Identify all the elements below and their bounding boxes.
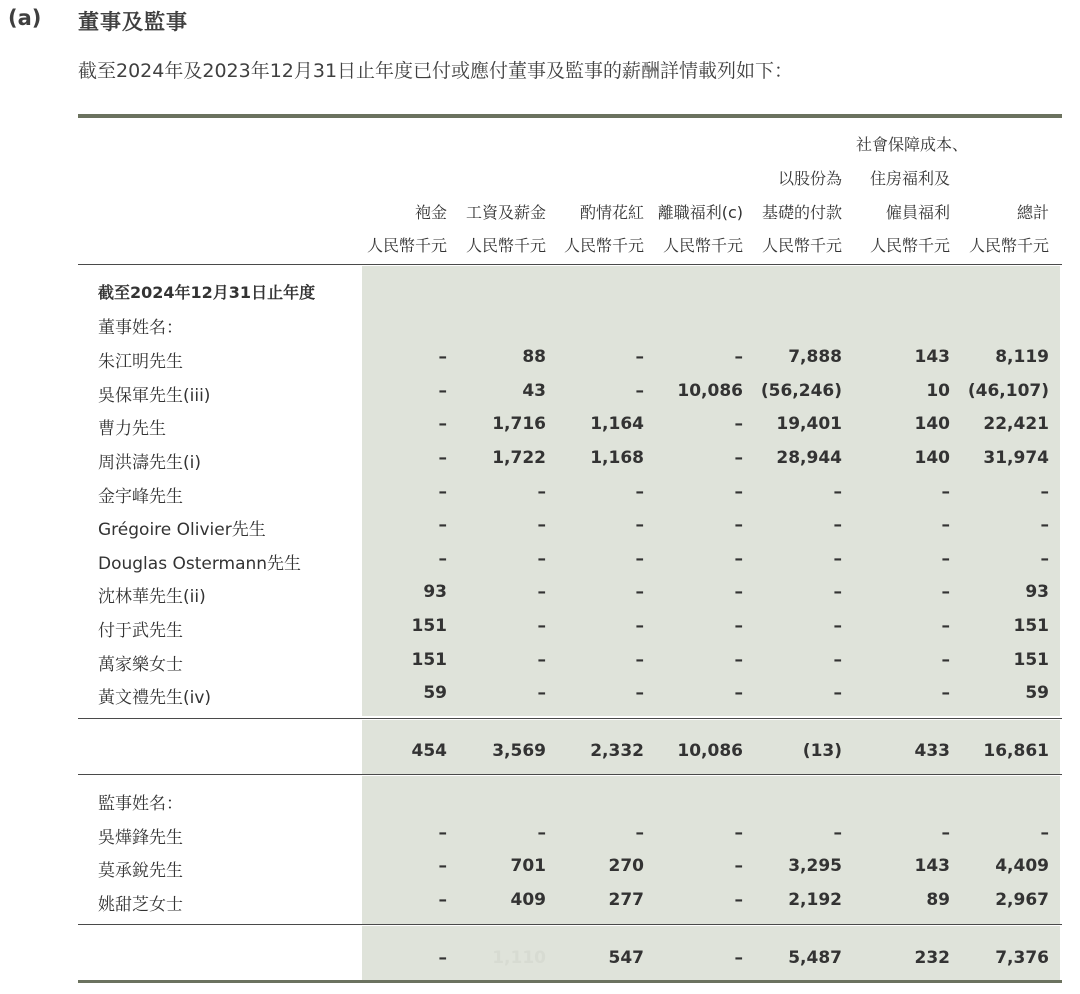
table-cell: 454 xyxy=(411,741,447,761)
table-cell: 28,944 xyxy=(776,448,842,468)
table-cell: 1,716 xyxy=(492,414,546,434)
table-cell: – xyxy=(941,823,950,843)
table-cell: – xyxy=(734,347,743,367)
table-cell: 93 xyxy=(423,582,447,602)
directors-heading: 董事姓名： xyxy=(98,318,183,338)
table-cell: 7,376 xyxy=(995,948,1049,968)
table-cell: – xyxy=(635,549,644,569)
table-bottom-rule xyxy=(78,980,1062,983)
table-cell: – xyxy=(734,823,743,843)
table-cell: – xyxy=(438,549,447,569)
row-name: 吳燁鋒先生 xyxy=(98,828,183,848)
table-cell: – xyxy=(734,856,743,876)
table-cell: 1,164 xyxy=(590,414,644,434)
col-7-line3: 總計 xyxy=(1016,203,1049,222)
table-cell: 3,295 xyxy=(788,856,842,876)
table-cell: (56,246) xyxy=(760,381,842,401)
table-cell: – xyxy=(438,515,447,535)
row-name: 黃文禮先生(iv) xyxy=(98,688,212,708)
table-cell: 151 xyxy=(411,650,447,670)
shade-supervisors xyxy=(362,776,1060,924)
table-cell: – xyxy=(1040,549,1049,569)
table-cell: – xyxy=(833,515,842,535)
table-cell: 2,332 xyxy=(590,741,644,761)
row-name: 姚甜芝女士 xyxy=(98,895,183,915)
row-name: 付于武先生 xyxy=(98,621,183,641)
table-cell: – xyxy=(438,823,447,843)
table-cell: – xyxy=(734,582,743,602)
table-cell: 409 xyxy=(510,890,546,910)
table-cell: 151 xyxy=(411,616,447,636)
table-cell: 16,861 xyxy=(983,741,1049,761)
table-cell: – xyxy=(734,414,743,434)
table-cell: – xyxy=(734,650,743,670)
table-cell: – xyxy=(941,482,950,502)
table-cell: 4,409 xyxy=(995,856,1049,876)
table-cell: 140 xyxy=(914,448,950,468)
col-3-unit: 人民幣千元 xyxy=(563,236,644,255)
table-cell: 5,487 xyxy=(788,948,842,968)
table-cell: – xyxy=(635,683,644,703)
row-name: 朱江明先生 xyxy=(98,352,183,372)
table-cell: – xyxy=(833,582,842,602)
table-cell: – xyxy=(833,650,842,670)
table-cell: – xyxy=(635,347,644,367)
table-cell: 7,888 xyxy=(788,347,842,367)
table-cell: – xyxy=(635,650,644,670)
table-cell: – xyxy=(1040,515,1049,535)
table-cell: 19,401 xyxy=(776,414,842,434)
table-cell: – xyxy=(833,683,842,703)
section-title: 董事及監事 xyxy=(78,10,188,34)
table-cell: – xyxy=(941,616,950,636)
table-cell: 433 xyxy=(914,741,950,761)
table-cell: – xyxy=(635,582,644,602)
table-cell: 2,192 xyxy=(788,890,842,910)
table-cell: – xyxy=(635,482,644,502)
period-heading: 截至2024年12月31日止年度 xyxy=(98,283,316,302)
table-cell: – xyxy=(833,616,842,636)
table-cell: – xyxy=(734,448,743,468)
table-cell: 143 xyxy=(914,856,950,876)
table-cell: 8,119 xyxy=(995,347,1049,367)
intro-text: 截至2024年及2023年12月31日止年度已付或應付董事及監事的薪酬詳情載列如下： xyxy=(78,60,794,82)
col-6-line2: 住房福利及 xyxy=(869,169,950,188)
table-cell: – xyxy=(438,890,447,910)
table-cell: (46,107) xyxy=(967,381,1049,401)
table-top-rule xyxy=(78,114,1062,118)
table-cell: 22,421 xyxy=(983,414,1049,434)
row-name: 周洪濤先生(i) xyxy=(98,453,201,473)
table-cell: – xyxy=(438,856,447,876)
col-5-line3: 基礎的付款 xyxy=(761,203,842,222)
table-cell: 89 xyxy=(926,890,950,910)
table-cell: – xyxy=(734,515,743,535)
table-cell: – xyxy=(833,549,842,569)
table-cell: 143 xyxy=(914,347,950,367)
col-7-unit: 人民幣千元 xyxy=(968,236,1049,255)
col-5-line2: 以股份為 xyxy=(777,169,842,188)
supervisors-subtotal-rule xyxy=(78,924,1062,925)
row-name: Douglas Ostermann先生 xyxy=(98,554,302,574)
row-name: 曹力先生 xyxy=(98,419,166,439)
table-cell: – xyxy=(438,381,447,401)
section-label: (a) xyxy=(8,6,42,30)
table-cell: – xyxy=(734,482,743,502)
directors-subtotal-rule xyxy=(78,718,1062,719)
table-cell: – xyxy=(734,616,743,636)
table-cell: – xyxy=(537,683,546,703)
table-cell: – xyxy=(833,482,842,502)
table-cell: – xyxy=(635,515,644,535)
table-cell: 93 xyxy=(1025,582,1049,602)
table-cell: – xyxy=(941,582,950,602)
col-4-unit: 人民幣千元 xyxy=(662,236,743,255)
table-cell: 547 xyxy=(608,948,644,968)
table-cell: – xyxy=(438,347,447,367)
directors-total-rule xyxy=(78,774,1062,775)
table-cell: 59 xyxy=(1025,683,1049,703)
row-name: 莫承銳先生 xyxy=(98,861,183,881)
table-cell: – xyxy=(438,448,447,468)
table-cell: – xyxy=(537,482,546,502)
table-cell: – xyxy=(537,582,546,602)
col-6-line1: 社會保障成本、 xyxy=(855,135,968,154)
table-cell: 270 xyxy=(608,856,644,876)
table-cell: – xyxy=(537,515,546,535)
table-cell: – xyxy=(537,823,546,843)
table-cell: 151 xyxy=(1013,616,1049,636)
table-cell: – xyxy=(734,890,743,910)
table-cell: – xyxy=(941,549,950,569)
table-cell: – xyxy=(941,683,950,703)
table-cell: 10,086 xyxy=(677,381,743,401)
table-cell: – xyxy=(438,414,447,434)
table-cell: – xyxy=(734,948,743,968)
shade-supervisors-total xyxy=(362,926,1060,980)
table-cell: – xyxy=(635,381,644,401)
row-name: 吳保軍先生(iii) xyxy=(98,386,211,406)
col-6-unit: 人民幣千元 xyxy=(869,236,950,255)
table-cell: – xyxy=(734,683,743,703)
table-cell: – xyxy=(537,549,546,569)
table-cell: 59 xyxy=(423,683,447,703)
col-3-line3: 酌情花紅 xyxy=(579,203,644,222)
col-5-unit: 人民幣千元 xyxy=(761,236,842,255)
table-cell: 701 xyxy=(510,856,546,876)
table-cell: 151 xyxy=(1013,650,1049,670)
table-cell: – xyxy=(1040,823,1049,843)
col-2-line3: 工資及薪金 xyxy=(465,203,546,222)
table-cell: 1,168 xyxy=(590,448,644,468)
table-cell: – xyxy=(833,823,842,843)
header-bottom-rule xyxy=(78,264,1062,265)
table-cell: 2,967 xyxy=(995,890,1049,910)
table-cell: 277 xyxy=(608,890,644,910)
table-cell: – xyxy=(635,616,644,636)
table-cell: 140 xyxy=(914,414,950,434)
table-cell: 1,110 xyxy=(492,948,546,968)
table-cell: (13) xyxy=(802,741,842,761)
col-2-unit: 人民幣千元 xyxy=(465,236,546,255)
table-cell: – xyxy=(941,650,950,670)
row-name: Grégoire Olivier先生 xyxy=(98,520,266,540)
table-cell: – xyxy=(734,549,743,569)
table-cell: – xyxy=(941,515,950,535)
row-name: 萬家樂女士 xyxy=(98,655,183,675)
table-cell: 10 xyxy=(926,381,950,401)
row-name: 沈林華先生(ii) xyxy=(98,587,206,607)
col-1-unit: 人民幣千元 xyxy=(366,236,447,255)
shade-directors xyxy=(362,266,1060,716)
col-1-line3: 袍金 xyxy=(414,203,447,222)
table-cell: 232 xyxy=(914,948,950,968)
table-cell: – xyxy=(635,823,644,843)
col-4-line3: 離職福利(c) xyxy=(657,203,743,222)
table-cell: 1,722 xyxy=(492,448,546,468)
table-cell: 88 xyxy=(522,347,546,367)
col-6-line3: 僱員福利 xyxy=(885,203,950,222)
table-cell: 10,086 xyxy=(677,741,743,761)
table-cell: – xyxy=(537,616,546,636)
table-cell: 31,974 xyxy=(983,448,1049,468)
supervisors-heading: 監事姓名： xyxy=(98,794,183,814)
table-cell: 43 xyxy=(522,381,546,401)
table-cell: – xyxy=(537,650,546,670)
table-cell: – xyxy=(438,482,447,502)
table-cell: – xyxy=(438,948,447,968)
row-name: 金宇峰先生 xyxy=(98,487,183,507)
table-cell: 3,569 xyxy=(492,741,546,761)
table-cell: – xyxy=(1040,482,1049,502)
